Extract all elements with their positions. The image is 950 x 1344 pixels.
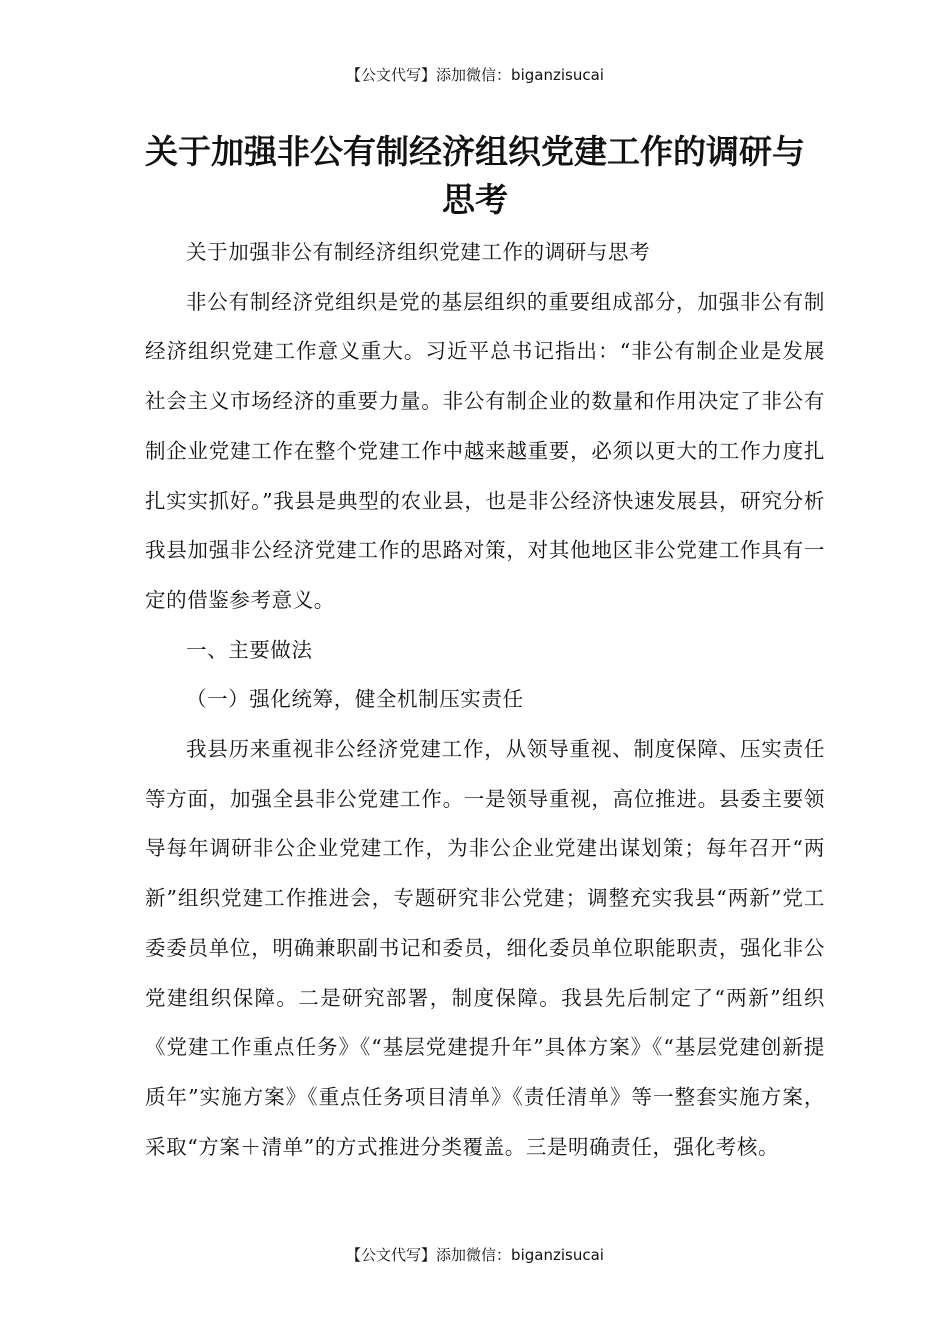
body-paragraph: 我县历来重视非公经济党建工作，从领导重视、制度保障、压实责任等方面，加强全县非公党建工作。一是领导重视，高位推进。县委主要领导每年调研非公企业党建工作，为非公企业党建出谋划策；每年召开“两新”组织党建工作推进会，专题研究非公党建；调整充实我县“两新”党工委委员单位，明确兼职副书记和委员，细化委员单位职能职责，强化非公党建组织保障。二是研究部署，制度保障。我县先后制定了“两新”组织《党建工作重点任务》《“基层党建提升年”具体方案》《“基层党建创新提质年”实施方案》《重点任务项目清单》《责任清单》等一整套实施方案，采取“方案＋清单”的方式推进分类覆盖。三是明确责任，强化考核。: [145, 737, 825, 1159]
document-body: [145, 228, 825, 1172]
document-title: 关于加强非公有制经济组织党建工作的调研与思考: [145, 132, 805, 219]
page-header: 【公文代写】添加微信：biganzisucai: [346, 66, 604, 84]
body-paragraph: 非公有制经济党组织是党的基层组织的重要组成部分，加强非公有制经济组织党建工作意义重大。习近平总书记指出：“非公有制企业是发展社会主义市场经济的重要力量。非公有制企业的数量和作用决定了非公有制企业党建工作在整个党建工作中越来越重要，必须以更大的工作力度扎扎实实抓好。”我县是典型的农业县，也是非公经济快速发展县，研究分析我县加强非公经济党建工作的思路对策，对其他地区非公党建工作具有一定的借鉴参考意义。: [145, 289, 825, 612]
page-footer: 【公文代写】添加微信：biganzisucai: [346, 1246, 604, 1264]
section-heading: 一、主要做法: [186, 637, 313, 662]
subsection-heading: （一）强化统筹，健全机制压实责任: [186, 687, 524, 712]
body-paragraph: 关于加强非公有制经济组织党建工作的调研与思考: [186, 240, 651, 264]
